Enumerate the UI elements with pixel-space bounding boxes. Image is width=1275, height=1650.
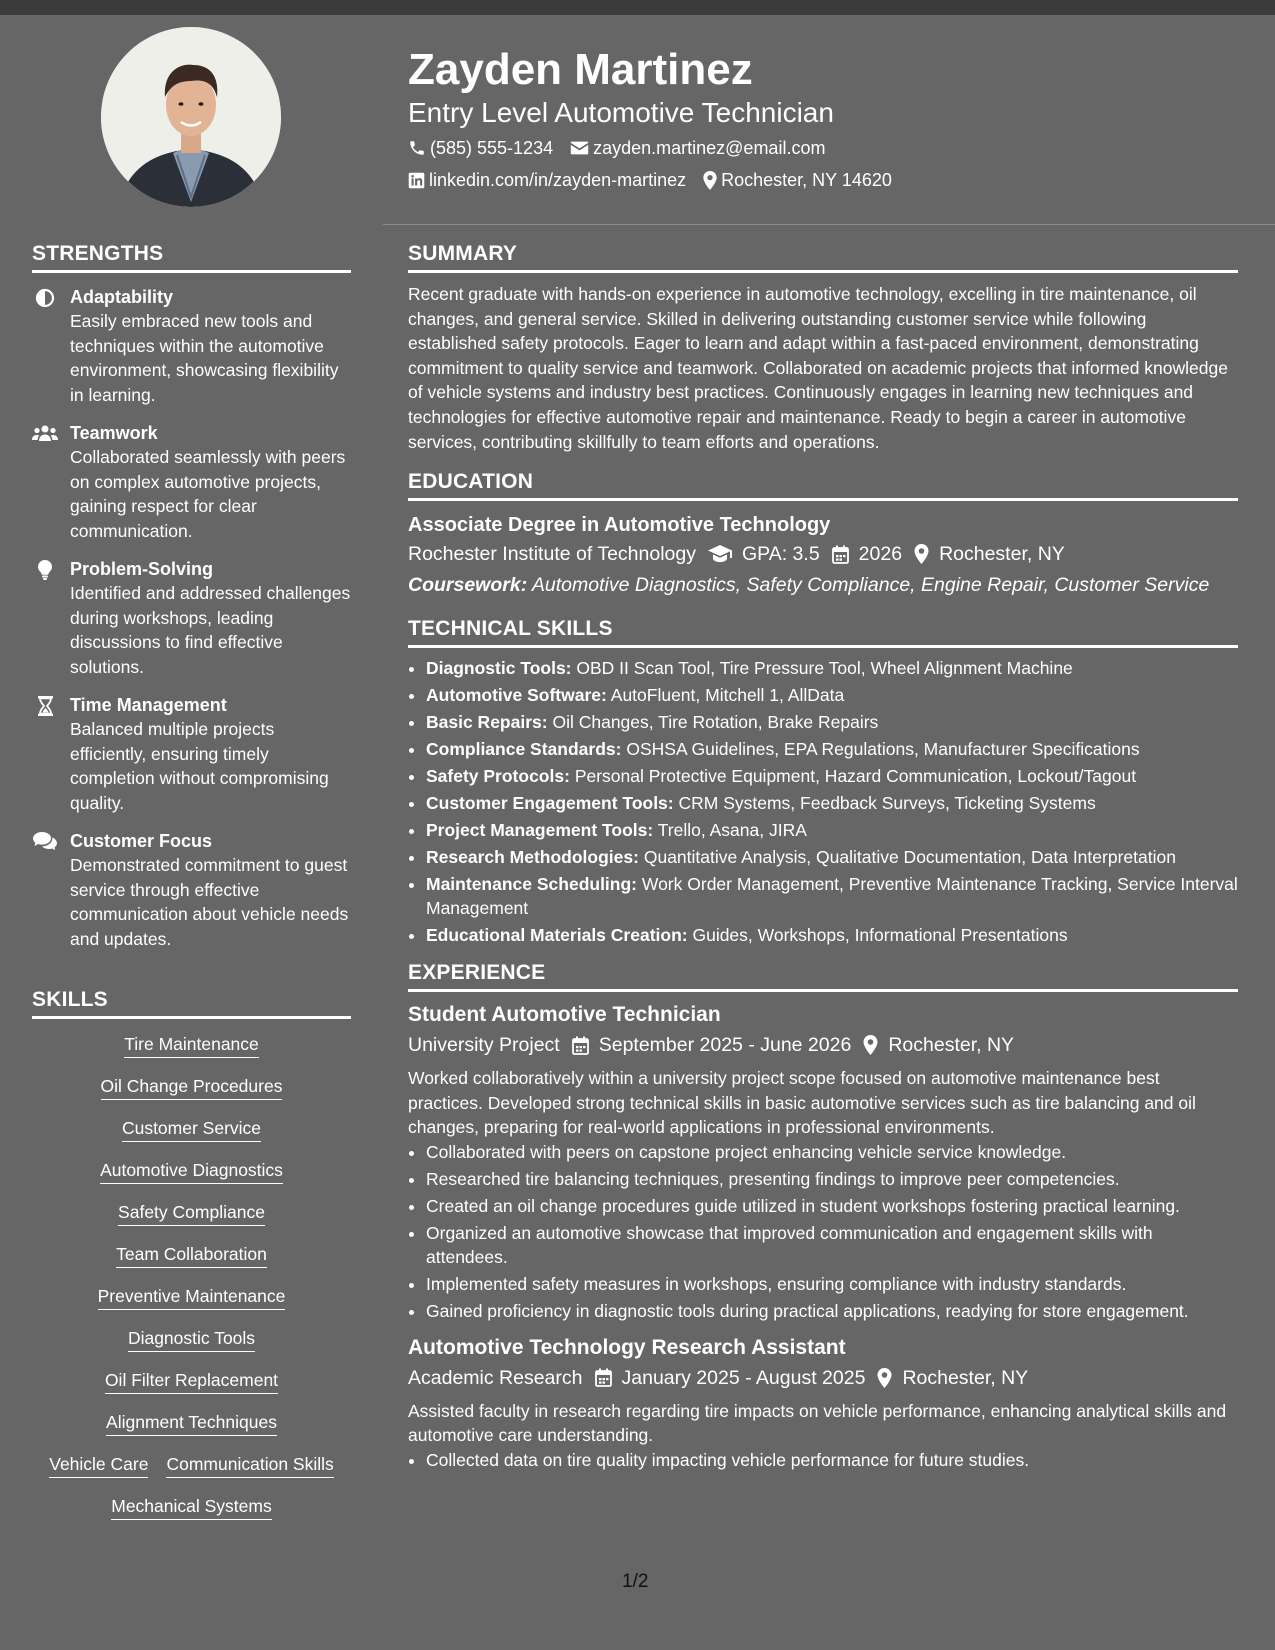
strength-desc: Demonstrated commitment to guest service through effective communication about vehicle needs and updates. — [70, 855, 349, 949]
technical-skill-item — [426, 683, 1238, 707]
phone-icon — [408, 139, 426, 157]
top-bar — [0, 0, 1275, 15]
technical-skill-label: Compliance Standards: — [426, 739, 622, 760]
skill-tag: Diagnostic Tools — [128, 1327, 255, 1352]
technical-skill-value: OSHSA Guidelines, EPA Regulations, Manufacturer Specifications — [626, 739, 1140, 760]
envelope-icon — [570, 140, 589, 156]
experience-heading: EXPERIENCE — [408, 961, 1238, 992]
technical-skill-value: Guides, Workshops, Informational Presentations — [692, 925, 1068, 946]
job-dates: January 2025 - August 2025 — [621, 1366, 866, 1389]
technical-skill-item — [426, 737, 1238, 761]
job-entry — [408, 1333, 1238, 1472]
linkedin-icon — [408, 172, 425, 189]
technical-skill-item — [426, 710, 1238, 734]
technical-skill-label: Diagnostic Tools: — [426, 658, 572, 679]
technical-skill-value: Quantitative Analysis, Qualitative Documentation, Data Interpretation — [643, 847, 1176, 868]
skill-tag: Preventive Maintenance — [98, 1285, 286, 1310]
strength-desc: Collaborated seamlessly with peers on complex automotive projects, gaining respect for clear communication. — [70, 447, 346, 541]
technical-skill-item — [426, 923, 1238, 947]
technical-skill-item — [426, 818, 1238, 842]
map-pin-icon — [877, 1368, 892, 1388]
email-text: zayden.martinez@email.com — [593, 138, 826, 158]
skill-tag: Mechanical Systems — [111, 1495, 271, 1520]
job-description: Worked collaboratively within a university project scope focused on automotive maintenance best practices. Developed strong technical skills in basic automotive services such as tire balancing and oil changes, preparing for real-world applications in professional environments. — [408, 1068, 1196, 1138]
profile-photo — [101, 27, 281, 207]
technical-skill-label: Project Management Tools: — [426, 820, 654, 841]
skill-row — [32, 1201, 351, 1243]
job-bullet: • Implemented safety measures in workshops, ensuring compliance with industry standards. — [426, 1272, 1238, 1296]
strength-desc: Balanced multiple projects efficiently, ensuring timely completion without compromising quality. — [70, 719, 329, 813]
strength-item — [32, 829, 351, 951]
skill-row — [32, 1033, 351, 1075]
school-name: Rochester Institute of Technology — [408, 543, 696, 566]
technical-skill-value: Work Order Management, Preventive Maintenance Tracking, Service Interval Management — [426, 874, 1238, 919]
technical-skill-value: AutoFluent, Mitchell 1, AllData — [610, 685, 845, 706]
job-meta — [408, 1363, 1238, 1393]
skill-row — [32, 1327, 351, 1369]
gpa-text: GPA: 3.5 — [741, 543, 820, 566]
degree-title: Associate Degree in Automotive Technology — [408, 514, 831, 537]
job-bullet: • Gained proficiency in diagnostic tools during practical applications, readying for store engagement. — [426, 1299, 1238, 1323]
job-location: Rochester, NY — [902, 1366, 1029, 1389]
summary-heading: SUMMARY — [408, 242, 1238, 273]
technical-skill-item — [426, 872, 1238, 920]
map-pin-icon — [914, 544, 929, 564]
job-list — [408, 1000, 1238, 1472]
coursework — [408, 569, 1238, 601]
job-title: Entry Level Automotive Technician — [408, 97, 834, 128]
job-bullet: • Created an oil change procedures guide utilized in student workshops fostering practical learning. — [426, 1194, 1238, 1218]
technical-skill-label: Automotive Software: — [426, 685, 607, 706]
education-section — [408, 470, 1238, 601]
technical-skill-label: Basic Repairs: — [426, 712, 548, 733]
job-meta — [408, 1030, 1238, 1060]
job-location: Rochester, NY — [888, 1034, 1015, 1057]
email-contact[interactable] — [570, 136, 825, 160]
education-heading: EDUCATION — [408, 470, 1238, 501]
skill-row — [32, 1369, 351, 1411]
job-org: University Project — [408, 1034, 560, 1057]
strength-title: Customer Focus — [70, 831, 213, 851]
strength-title: Adaptability — [70, 287, 174, 307]
strength-title: Teamwork — [70, 423, 158, 443]
strength-item — [32, 421, 351, 543]
main-column — [408, 242, 1238, 1475]
people-icon — [32, 424, 58, 442]
header-divider — [383, 224, 1275, 225]
job-bullet-list — [408, 1448, 1238, 1472]
job-description: Assisted faculty in research regarding tire impacts on vehicle performance, enhancing analytical skills and automotive care understanding. — [408, 1400, 1227, 1446]
job-org: Academic Research — [408, 1366, 583, 1389]
strength-title: Time Management — [70, 695, 227, 715]
skill-tag: Automotive Diagnostics — [100, 1159, 283, 1184]
lightbulb-icon — [38, 560, 52, 580]
strength-desc: Easily embraced new tools and techniques within the automotive environment, showcasing flexibility in learning. — [70, 311, 339, 405]
coursework-label: Coursework: — [408, 574, 528, 597]
skill-tag: Tire Maintenance — [124, 1033, 259, 1058]
skill-tag: Safety Compliance — [118, 1201, 265, 1226]
strength-item — [32, 693, 351, 815]
strengths-heading: STRENGTHS — [32, 242, 351, 273]
coursework-list: Automotive Diagnostics, Safety Compliance, Engine Repair, Customer Service — [531, 574, 1210, 597]
technical-skill-label: Maintenance Scheduling: — [426, 874, 637, 895]
job-bullet-list — [408, 1140, 1238, 1323]
contact-row-2 — [408, 168, 1238, 192]
linkedin-contact[interactable] — [408, 168, 686, 192]
technical-skill-label: Educational Materials Creation: — [426, 925, 688, 946]
technical-skill-value: Trello, Asana, JIRA — [657, 820, 807, 841]
strength-item — [32, 557, 351, 679]
skill-row — [32, 1075, 351, 1117]
skill-tag: Alignment Techniques — [106, 1411, 277, 1436]
technical-skill-label: Customer Engagement Tools: — [426, 793, 674, 814]
education-meta — [408, 539, 1238, 569]
technical-skill-value: OBD II Scan Tool, Tire Pressure Tool, Wheel Alignment Machine — [576, 658, 1073, 679]
technical-skills-list — [408, 656, 1238, 947]
technical-skill-value: Personal Protective Equipment, Hazard Communication, Lockout/Tagout — [574, 766, 1137, 787]
skill-tag-list — [32, 1033, 351, 1537]
location-contact — [703, 168, 892, 192]
graduation-year: 2026 — [858, 543, 903, 566]
map-pin-icon — [863, 1035, 878, 1055]
technical-skill-label: Safety Protocols: — [426, 766, 570, 787]
skill-tag: Vehicle Care — [49, 1453, 148, 1478]
linkedin-text: linkedin.com/in/zayden-martinez — [429, 170, 687, 190]
half-circle-icon — [35, 288, 55, 308]
skill-tag: Communication Skills — [166, 1453, 333, 1478]
technical-skill-item — [426, 791, 1238, 815]
strengths-section — [32, 242, 351, 951]
page-number: 1/2 — [622, 1571, 649, 1592]
skill-tag: Oil Change Procedures — [101, 1075, 283, 1100]
contact-row-1 — [408, 136, 1238, 160]
calendar-icon — [595, 1368, 612, 1387]
technical-skill-item — [426, 845, 1238, 869]
strength-desc: Identified and addressed challenges during workshops, leading discussions to find effective solutions. — [70, 583, 351, 677]
skill-row — [32, 1453, 351, 1495]
resume-header — [408, 44, 1238, 192]
job-bullet: • Researched tire balancing techniques, presenting findings to improve peer competencies. — [426, 1167, 1238, 1191]
calendar-icon — [572, 1036, 589, 1055]
skill-row — [32, 1243, 351, 1285]
job-bullet: • Collaborated with peers on capstone project enhancing vehicle service knowledge. — [426, 1140, 1238, 1164]
school-location: Rochester, NY — [939, 543, 1065, 566]
skill-tag: Team Collaboration — [116, 1243, 267, 1268]
technical-skill-label: Research Methodologies: — [426, 847, 639, 868]
candidate-name: Zayden Martinez — [408, 45, 753, 94]
job-bullet: • Collected data on tire quality impacting vehicle performance for future studies. — [426, 1448, 1238, 1472]
job-entry — [408, 1000, 1238, 1323]
skill-row — [32, 1117, 351, 1159]
technical-skill-value: CRM Systems, Feedback Surveys, Ticketing Systems — [678, 793, 1096, 814]
map-pin-icon — [703, 171, 717, 190]
summary-text: Recent graduate with hands-on experience in automotive technology, excelling in tire maintenance, oil changes, and general service. Skilled in delivering outstanding customer service while following established safety protocols. Eager to learn and adapt within a fast-paced environment, demonstrating commitment to quality service and teamwork. Collaborated on academic projects that informed knowledge of vehicle systems and industry best practices. Continuously engages in learning new techniques and technologies for effective automotive repair and maintenance. Ready to begin a career in automotive services, contributing skillfully to team efforts and operations. — [408, 284, 1228, 452]
technical-skills-section — [408, 617, 1238, 947]
strength-item — [32, 285, 351, 407]
technical-skill-value: Oil Changes, Tire Rotation, Brake Repairs — [552, 712, 879, 733]
phone-contact[interactable] — [408, 136, 553, 160]
hourglass-icon — [38, 696, 53, 716]
job-title: Student Automotive Technician — [408, 1003, 721, 1027]
job-bullet: • Organized an automotive showcase that improved communication and engagement skills with attendees. — [426, 1221, 1238, 1269]
technical-skills-heading: TECHNICAL SKILLS — [408, 617, 1238, 648]
technical-skill-item — [426, 764, 1238, 788]
skill-row — [32, 1285, 351, 1327]
job-title: Automotive Technology Research Assistant — [408, 1335, 846, 1359]
calendar-icon — [832, 545, 849, 564]
skill-tag: Customer Service — [122, 1117, 261, 1142]
job-dates: September 2025 - June 2026 — [598, 1034, 852, 1057]
phone-text: (585) 555-1234 — [430, 138, 554, 158]
skills-section — [32, 988, 351, 1537]
location-text: Rochester, NY 14620 — [721, 170, 892, 190]
strength-title: Problem-Solving — [70, 559, 214, 579]
graduation-cap-icon — [708, 545, 732, 563]
skill-row — [32, 1411, 351, 1453]
skills-heading: SKILLS — [32, 988, 351, 1019]
skill-row — [32, 1495, 351, 1537]
technical-skill-item — [426, 656, 1238, 680]
skill-tag: Oil Filter Replacement — [105, 1369, 278, 1394]
chat-icon — [33, 832, 57, 850]
experience-section — [408, 961, 1238, 1472]
summary-section — [408, 242, 1238, 454]
skill-row — [32, 1159, 351, 1201]
